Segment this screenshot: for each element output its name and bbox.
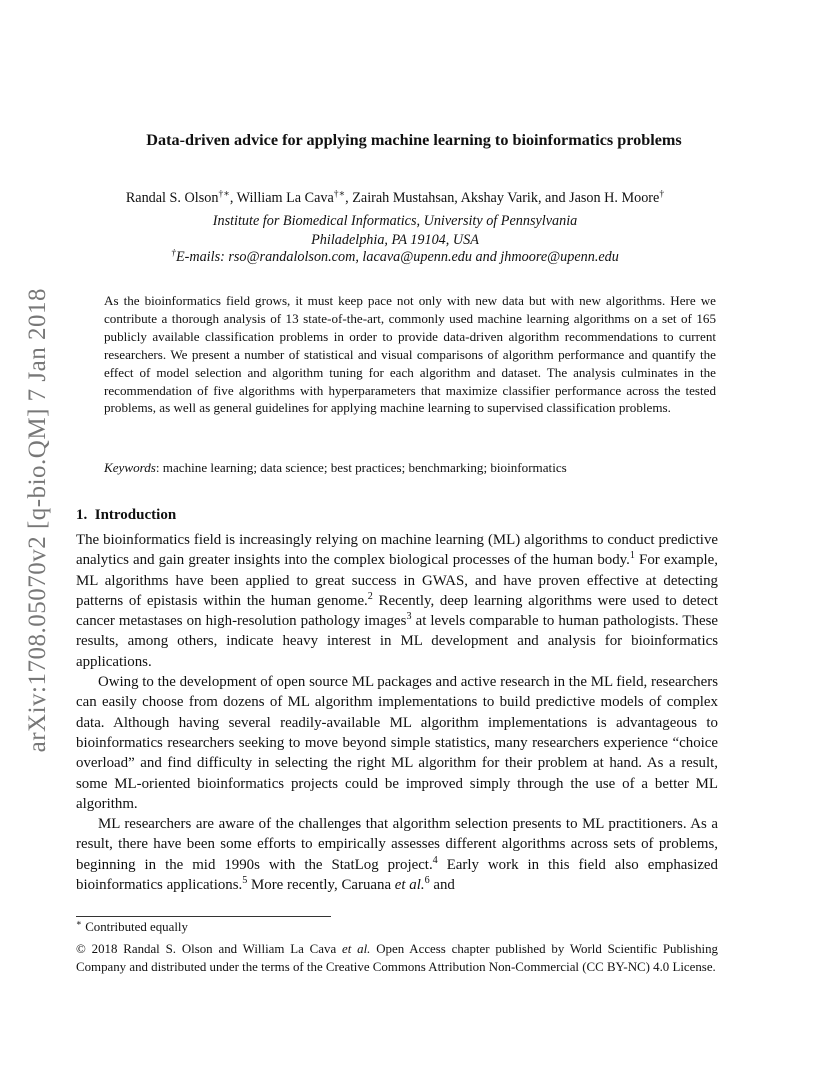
- footnote-mark: ∗: [76, 917, 82, 928]
- section-title: Introduction: [94, 507, 177, 523]
- et-al: et al.: [342, 942, 371, 956]
- text-run: For example, ML algorithms have been applied to great success in GWAS, and have proven effective at detecting patterns of epistasis within the human genome.: [76, 552, 718, 609]
- affiliation-institute: Institute for Biomedical Informatics, University of Pennsylvania: [212, 213, 578, 229]
- author-mark: †∗: [218, 188, 230, 200]
- email-mark: †: [171, 247, 176, 259]
- text-run: at levels comparable to human pathologists. These results, among others, indicate heavy interest in ML development and analysis for bioinformatics applications.: [76, 613, 718, 670]
- paragraph: [76, 814, 718, 895]
- author-olson: Randal S. Olson: [125, 190, 219, 206]
- section-heading: [76, 507, 176, 524]
- keywords: [104, 460, 716, 476]
- footnote-text: © 2018 Randal S. Olson and William La Cava: [76, 942, 343, 956]
- citation-ref: 1: [629, 550, 635, 562]
- citation-ref: 4: [432, 854, 438, 866]
- citation-ref: 6: [424, 875, 430, 887]
- author-mark: †∗: [333, 188, 346, 200]
- section-number: 1.: [76, 507, 88, 523]
- email-text: E-mails: rso@randalolson.com, lacava@upenn.edu and jhmoore@upenn.edu: [175, 249, 619, 265]
- author-lacava: , William La Cava: [229, 190, 334, 206]
- abstract: As the bioinformatics field grows, it must keep pace not only with new data but with new algorithms. Here we contribute a thorough analysis of 13 state-of-the-art, commonly used machine learning algorithms on a set of 165 publicly available classification problems in order to provide data-driven algorithm recommendations to current researchers. We present a number of statistical and visual comparisons of algorithm performance and quantify the effect of model selection and algorithm tuning for each algorithm and dataset. The analysis culminates in the recommendation of five algorithms with hyperparameters that maximize classifier performance across the tested problems, as well as general guidelines for applying machine learning to supervised classification problems.: [104, 293, 716, 416]
- affiliation-address: Philadelphia, PA 19104, USA: [311, 232, 479, 248]
- et-al: et al.: [394, 877, 425, 894]
- text-run: Early work in this field also emphasized bioinformatics applications.: [76, 856, 718, 894]
- introduction-body: [76, 530, 718, 895]
- author-mark: †: [659, 188, 665, 200]
- arxiv-sidebar-stamp: [14, 270, 62, 770]
- author-others: , Zairah Mustahsan, Akshay Varik, and Jason H. Moore: [345, 190, 660, 206]
- paragraph: [76, 530, 718, 672]
- text-run: Recently, deep learning algorithms were used to detect cancer metastases on high-resolution pathology images: [76, 592, 718, 630]
- footnote-copyright: [76, 941, 718, 977]
- footnote-text: Open Access chapter published by World Scientific Publishing Company and distributed under the terms of the Creative Commons Attribution Non-Commercial (CC BY-NC) 4.0 License.: [76, 942, 718, 974]
- text-run: and: [429, 877, 455, 894]
- text-run: ML researchers are aware of the challenges that algorithm selection presents to ML practitioners. As a result, there have been some efforts to empirically assesses different algorithms across sets of problems, beginning in the mid 1990s with the StatLog project.: [76, 816, 718, 873]
- author-list: [0, 190, 790, 207]
- keywords-text: : machine learning; data science; best practices; benchmarking; bioinformatics: [155, 460, 567, 475]
- citation-ref: 3: [406, 611, 412, 623]
- text-run: More recently, Caruana: [247, 877, 395, 894]
- keywords-label: Keywords: [104, 460, 156, 475]
- footnote-text: Contributed equally: [81, 920, 188, 934]
- text-run: The bioinformatics field is increasingly relying on machine learning (ML) algorithms to conduct predictive analytics and gain greater insights into the complex biological processes of the human body.: [76, 532, 718, 569]
- paper-title: Data-driven advice for applying machine learning to bioinformatics problems: [146, 131, 682, 149]
- arxiv-identifier: arXiv:1708.05070v2 [q-bio.QM] 7 Jan 2018: [24, 287, 51, 753]
- paragraph: Owing to the development of open source ML packages and active research in the ML field, researchers can easily choose from dozens of ML algorithm implementations to build predictive models of complex data. Although having several readily-available ML algorithm implementations is advantageous to bioinformatics researchers seeking to move beyond simple statistics, many researchers experience “choice overload” and find difficulty in selecting the right ML algorithm for their problem at hand. As a result, some ML-oriented bioinformatics projects could be improved simply through the use of a better ML algorithm.: [76, 674, 718, 812]
- citation-ref: 2: [367, 590, 373, 602]
- footnote-contribution: [76, 919, 718, 937]
- affiliation-emails: [0, 249, 790, 266]
- footnote-rule: [76, 916, 331, 917]
- citation-ref: 5: [242, 875, 248, 887]
